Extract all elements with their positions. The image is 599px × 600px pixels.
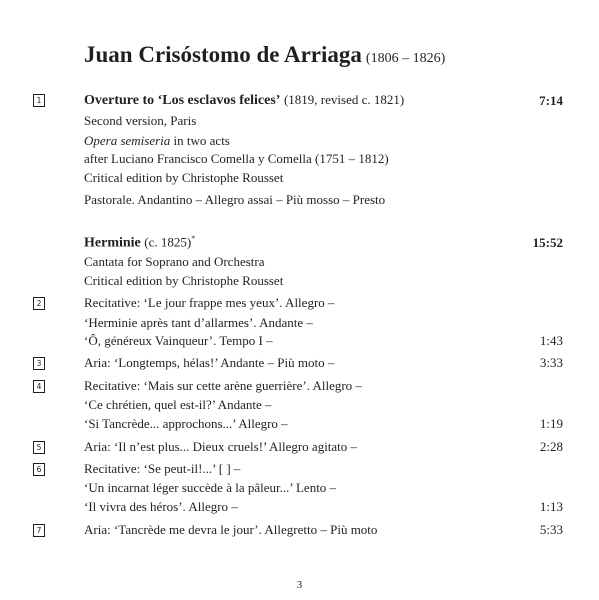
work-duration: 15:52 bbox=[532, 235, 563, 250]
track-number-1: 1 bbox=[33, 94, 45, 107]
composer-name: Juan Crisóstomo de Arriaga bbox=[84, 42, 362, 67]
work-title-text: Herminie bbox=[84, 235, 141, 251]
track-line: ‘Ô, généreux Vainqueur’. Tempo I – bbox=[84, 333, 273, 348]
track-duration: 2:28 bbox=[539, 439, 563, 454]
work-title bbox=[84, 234, 195, 252]
track-line: ‘Si Tancrède... approchons...’ Allegro – bbox=[84, 416, 288, 431]
work-detail: Critical edition by Christophe Rousset bbox=[84, 170, 284, 185]
track-number-3: 3 bbox=[33, 357, 45, 370]
track-number-2: 2 bbox=[33, 297, 45, 310]
page-heading bbox=[84, 42, 445, 68]
work-detail: Critical edition by Christophe Rousset bbox=[84, 273, 284, 288]
work-detail bbox=[84, 133, 230, 149]
track-line: ‘Ce chrétien, quel est-il?’ Andante – bbox=[84, 397, 272, 412]
track-line: Recitative: ‘Se peut-il!...’ [ ] – bbox=[84, 461, 241, 476]
track-duration: 1:13 bbox=[539, 499, 563, 514]
track-duration: 3:33 bbox=[539, 355, 563, 370]
track-line: Recitative: ‘Le jour frappe mes yeux’. Allegro – bbox=[84, 295, 335, 310]
track-line: Aria: ‘Longtemps, hélas!’ Andante – Più moto – bbox=[84, 355, 335, 370]
track-duration: 1:43 bbox=[539, 333, 563, 348]
track-number-5: 5 bbox=[33, 441, 45, 454]
track-line: ‘Un incarnat léger succède à la pâleur...’ Lento – bbox=[84, 480, 337, 495]
track-duration: 7:14 bbox=[539, 93, 563, 108]
work-title bbox=[84, 92, 404, 109]
work-genre: Opera semiseria bbox=[84, 133, 171, 148]
work-detail: after Luciano Francisco Comella y Comella (1751 – 1812) bbox=[84, 151, 389, 166]
work-title-date: (1819, revised c. 1821) bbox=[283, 92, 405, 107]
track-duration: 5:33 bbox=[539, 522, 563, 537]
work-title-date: (c. 1825) bbox=[144, 234, 192, 250]
tempo-markings: Pastorale. Andantino – Allegro assai – Più mosso – Presto bbox=[84, 192, 386, 207]
work-title-text: Overture to ‘Los esclavos felices’ bbox=[84, 93, 281, 108]
track-number-4: 4 bbox=[33, 380, 45, 393]
page-number: 3 bbox=[296, 579, 303, 591]
work-detail: Second version, Paris bbox=[84, 113, 197, 128]
work-detail: Cantata for Soprano and Orchestra bbox=[84, 254, 265, 269]
track-duration: 1:19 bbox=[539, 416, 563, 431]
composer-dates: (1806 – 1826) bbox=[365, 51, 446, 66]
work-genre-rest: in two acts bbox=[170, 133, 230, 148]
track-number-6: 6 bbox=[33, 463, 45, 476]
footnote-marker: * bbox=[191, 234, 196, 243]
track-line: Aria: ‘Tancrède me devra le jour’. Allegretto – Più moto bbox=[84, 522, 378, 537]
track-number-7: 7 bbox=[33, 524, 45, 537]
track-line: ‘Il vivra des héros’. Allegro – bbox=[84, 499, 238, 514]
track-line: Recitative: ‘Mais sur cette arène guerrière’. Allegro – bbox=[84, 378, 362, 393]
track-line: ‘Herminie après tant d’allarmes’. Andante – bbox=[84, 315, 313, 330]
track-line: Aria: ‘Il n’est plus... Dieux cruels!’ Allegro agitato – bbox=[84, 439, 358, 454]
